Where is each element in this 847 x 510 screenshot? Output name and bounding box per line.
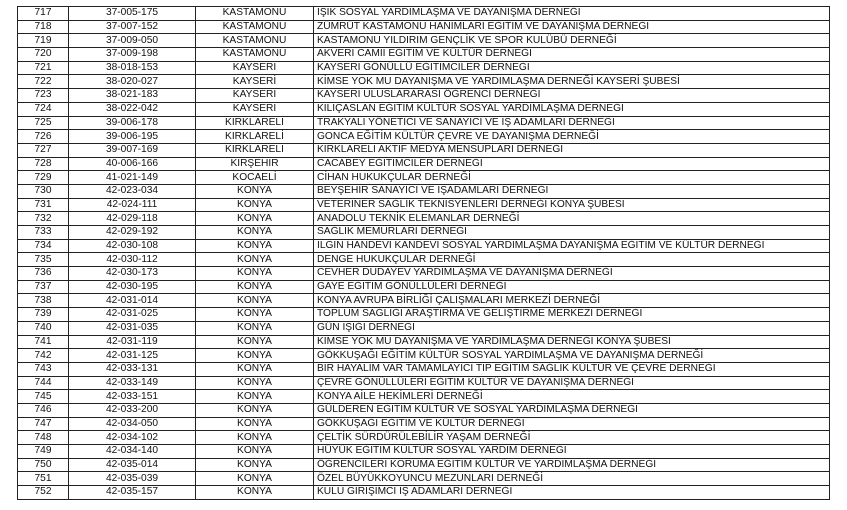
table-row — [18, 7, 830, 21]
city-cell: KASTAMONU — [196, 7, 314, 21]
city-cell: KONYA — [196, 280, 314, 294]
city-cell: KONYA — [196, 349, 314, 363]
row-number-cell: 740 — [18, 321, 69, 335]
table-row — [18, 458, 830, 472]
registry-code-cell: 42-034-140 — [69, 445, 196, 459]
association-name-cell: KULU GİRİŞİMCİ İŞ ADAMLARI DERNEĞİ — [314, 486, 830, 500]
row-number-cell: 748 — [18, 431, 69, 445]
association-name-cell: KASTAMONU YILDIRIM GENÇLİK VE SPOR KULÜBÜ DERNEĞİ — [314, 34, 830, 48]
row-number-cell: 746 — [18, 403, 69, 417]
row-number-cell: 736 — [18, 267, 69, 281]
row-number-cell: 721 — [18, 61, 69, 75]
row-number-cell: 750 — [18, 458, 69, 472]
registry-code-cell: 41-021-149 — [69, 171, 196, 185]
table-row — [18, 171, 830, 185]
city-cell: KAYSERİ — [196, 102, 314, 116]
association-name-cell: IŞIK SOSYAL YARDIMLAŞMA VE DAYANIŞMA DERNEĞİ — [314, 7, 830, 21]
registry-code-cell: 38-020-027 — [69, 75, 196, 89]
city-cell: KIRŞEHİR — [196, 157, 314, 171]
registry-code-cell: 37-007-152 — [69, 20, 196, 34]
table-row — [18, 34, 830, 48]
table-row — [18, 75, 830, 89]
table-row — [18, 390, 830, 404]
registry-code-cell: 38-018-153 — [69, 61, 196, 75]
table-row — [18, 417, 830, 431]
city-cell: KONYA — [196, 376, 314, 390]
city-cell: KONYA — [196, 486, 314, 500]
association-name-cell: KIRKLARELİ AKTİF MEDYA MENSUPLARI DERNEĞİ — [314, 143, 830, 157]
city-cell: KONYA — [196, 226, 314, 240]
table-row — [18, 226, 830, 240]
association-name-cell: ANADOLU TEKNİK ELEMANLAR DERNEĞİ — [314, 212, 830, 226]
registry-code-cell: 42-034-102 — [69, 431, 196, 445]
row-number-cell: 737 — [18, 280, 69, 294]
registry-code-cell: 42-031-025 — [69, 308, 196, 322]
table-row — [18, 472, 830, 486]
registry-code-cell: 42-031-014 — [69, 294, 196, 308]
row-number-cell: 717 — [18, 7, 69, 21]
table-row — [18, 280, 830, 294]
registry-code-cell: 42-033-131 — [69, 362, 196, 376]
row-number-cell: 731 — [18, 198, 69, 212]
registry-code-cell: 39-006-195 — [69, 130, 196, 144]
city-cell: KASTAMONU — [196, 34, 314, 48]
city-cell: KONYA — [196, 184, 314, 198]
registry-code-cell: 42-031-125 — [69, 349, 196, 363]
city-cell: KASTAMONU — [196, 20, 314, 34]
row-number-cell: 749 — [18, 445, 69, 459]
city-cell: KONYA — [196, 212, 314, 226]
row-number-cell: 727 — [18, 143, 69, 157]
association-name-cell: KİMSE YOK MU DAYANIŞMA VE YARDIMLAŞMA DERNEĞİ KONYA ŞUBESİ — [314, 335, 830, 349]
association-name-cell: GÜN IŞIĞI DERNEĞİ — [314, 321, 830, 335]
row-number-cell: 738 — [18, 294, 69, 308]
association-name-cell: KONYA AİLE HEKİMLERİ DERNEĞİ — [314, 390, 830, 404]
association-name-cell: GÖKKUŞAĞI EĞİTİM KÜLTÜR SOSYAL YARDIMLAŞMA VE DAYANIŞMA DERNEĞİ — [314, 349, 830, 363]
table-row — [18, 184, 830, 198]
city-cell: KONYA — [196, 445, 314, 459]
association-name-cell: CEVHER DUDAYEV YARDIMLAŞMA VE DAYANIŞMA DERNEĞİ — [314, 267, 830, 281]
city-cell: KONYA — [196, 403, 314, 417]
row-number-cell: 718 — [18, 20, 69, 34]
association-name-cell: KİMSE YOK MU DAYANIŞMA VE YARDIMLAŞMA DERNEĞİ KAYSERİ ŞUBESİ — [314, 75, 830, 89]
city-cell: KONYA — [196, 417, 314, 431]
row-number-cell: 722 — [18, 75, 69, 89]
row-number-cell: 734 — [18, 239, 69, 253]
city-cell: KAYSERİ — [196, 89, 314, 103]
row-number-cell: 752 — [18, 486, 69, 500]
registry-code-cell: 37-009-050 — [69, 34, 196, 48]
registry-code-cell: 42-033-151 — [69, 390, 196, 404]
city-cell: KONYA — [196, 308, 314, 322]
row-number-cell: 732 — [18, 212, 69, 226]
table-row — [18, 362, 830, 376]
city-cell: KIRKLARELİ — [196, 130, 314, 144]
association-name-cell: BİR HAYALİM VAR TAMAMLAYICI TIP EĞİTİM SAĞLIK KÜLTÜR VE ÇEVRE DERNEĞİ — [314, 362, 830, 376]
row-number-cell: 725 — [18, 116, 69, 130]
table-row — [18, 349, 830, 363]
table-row — [18, 48, 830, 62]
association-name-cell: KILIÇASLAN EĞİTİM KÜLTÜR SOSYAL YARDIMLAŞMA DERNEĞİ — [314, 102, 830, 116]
row-number-cell: 723 — [18, 89, 69, 103]
registry-code-cell: 42-030-108 — [69, 239, 196, 253]
row-number-cell: 743 — [18, 362, 69, 376]
association-name-cell: ÇELTİK SÜRDÜRÜLEBİLİR YAŞAM DERNEĞİ — [314, 431, 830, 445]
city-cell: KIRKLARELİ — [196, 143, 314, 157]
row-number-cell: 739 — [18, 308, 69, 322]
table-row — [18, 130, 830, 144]
row-number-cell: 745 — [18, 390, 69, 404]
row-number-cell: 744 — [18, 376, 69, 390]
city-cell: KAYSERİ — [196, 61, 314, 75]
city-cell: KONYA — [196, 253, 314, 267]
registry-code-cell: 42-035-039 — [69, 472, 196, 486]
association-name-cell: AKVERİ CAMİİ EĞİTİM VE KÜLTÜR DERNEĞİ — [314, 48, 830, 62]
city-cell: KASTAMONU — [196, 48, 314, 62]
city-cell: KONYA — [196, 362, 314, 376]
association-name-cell: SAĞLIK MEMURLARI DERNEĞİ — [314, 226, 830, 240]
table-row — [18, 239, 830, 253]
table-row — [18, 61, 830, 75]
city-cell: KONYA — [196, 390, 314, 404]
table-row — [18, 89, 830, 103]
row-number-cell: 751 — [18, 472, 69, 486]
table-row — [18, 431, 830, 445]
association-name-cell: ÖĞRENCİLERİ KORUMA EĞİTİM KÜLTÜR VE YARDIMLAŞMA DERNEĞİ — [314, 458, 830, 472]
registry-code-cell: 42-030-173 — [69, 267, 196, 281]
registry-code-cell: 42-029-118 — [69, 212, 196, 226]
city-cell: KAYSERİ — [196, 75, 314, 89]
table-row — [18, 198, 830, 212]
association-name-cell: CACABEY EĞİTİMCİLER DERNEĞİ — [314, 157, 830, 171]
registry-code-cell: 42-023-034 — [69, 184, 196, 198]
association-name-cell: ZÜMRÜT KASTAMONU HANIMLARI EĞİTİM VE DAYANIŞMA DERNEĞİ — [314, 20, 830, 34]
association-name-cell: VETERİNER SAĞLIK TEKNİSYENLERİ DERNEĞİ KONYA ŞUBESİ — [314, 198, 830, 212]
table-row — [18, 308, 830, 322]
table-row — [18, 267, 830, 281]
registry-code-cell: 42-033-200 — [69, 403, 196, 417]
table-row — [18, 157, 830, 171]
row-number-cell: 730 — [18, 184, 69, 198]
association-name-cell: ÇEVRE GÖNÜLLÜLERİ EĞİTİM KÜLTÜR VE DAYANIŞMA DERNEĞİ — [314, 376, 830, 390]
association-name-cell: HÜYÜK EĞİTİM KÜLTÜR SOSYAL YARDIM DERNEĞİ — [314, 445, 830, 459]
association-name-cell: KAYSERİ ULUSLARARASI ÖĞRENCİ DERNEĞİ — [314, 89, 830, 103]
city-cell: KIRKLARELİ — [196, 116, 314, 130]
table-row — [18, 376, 830, 390]
row-number-cell: 742 — [18, 349, 69, 363]
city-cell: KONYA — [196, 431, 314, 445]
row-number-cell: 720 — [18, 48, 69, 62]
association-name-cell: GÖKKUŞAĞI EĞİTİM VE KÜLTÜR DERNEĞİ — [314, 417, 830, 431]
registry-code-cell: 39-006-178 — [69, 116, 196, 130]
association-name-cell: ÖZEL BÜYÜKKOYUNCU MEZUNLARI DERNEĞİ — [314, 472, 830, 486]
association-name-cell: TRAKYALI YÖNETİCİ VE SANAYİCİ VE İŞ ADAMLARI DERNEĞİ — [314, 116, 830, 130]
association-name-cell: CİHAN HUKUKÇULAR DERNEĞİ — [314, 171, 830, 185]
registry-code-cell: 37-005-175 — [69, 7, 196, 21]
registry-code-cell: 42-035-157 — [69, 486, 196, 500]
city-cell: KONYA — [196, 321, 314, 335]
city-cell: KONYA — [196, 198, 314, 212]
table-row — [18, 445, 830, 459]
table-body — [18, 7, 830, 500]
row-number-cell: 728 — [18, 157, 69, 171]
association-name-cell: ILGIN HANDEVİ KANDEVİ SOSYAL YARDIMLAŞMA DAYANIŞMA EĞİTİM VE KÜLTÜR DERNEĞİ — [314, 239, 830, 253]
registry-code-cell: 39-007-169 — [69, 143, 196, 157]
association-name-cell: DENGE HUKUKÇULAR DERNEĞİ — [314, 253, 830, 267]
table-row — [18, 294, 830, 308]
table-row — [18, 253, 830, 267]
table-row — [18, 335, 830, 349]
city-cell: KONYA — [196, 458, 314, 472]
registry-code-cell: 42-031-035 — [69, 321, 196, 335]
association-name-cell: KONYA AVRUPA BİRLİĞİ ÇALIŞMALARI MERKEZİ DERNEĞİ — [314, 294, 830, 308]
row-number-cell: 741 — [18, 335, 69, 349]
city-cell: KONYA — [196, 239, 314, 253]
registry-code-cell: 37-009-198 — [69, 48, 196, 62]
registry-code-cell: 42-035-014 — [69, 458, 196, 472]
association-name-cell: GONCA EĞİTİM KÜLTÜR ÇEVRE VE DAYANIŞMA DERNEĞİ — [314, 130, 830, 144]
registry-code-cell: 42-034-050 — [69, 417, 196, 431]
association-name-cell: BEYŞEHİR SANAYİCİ VE İŞADAMLARI DERNEĞİ — [314, 184, 830, 198]
association-name-cell: TOPLUM SAĞLIĞI ARAŞTIRMA VE GELİŞTİRME MERKEZİ DERNEĞİ — [314, 308, 830, 322]
table-row — [18, 116, 830, 130]
city-cell: KONYA — [196, 294, 314, 308]
associations-table — [17, 6, 830, 500]
city-cell: KONYA — [196, 472, 314, 486]
table-row — [18, 20, 830, 34]
table-row — [18, 403, 830, 417]
row-number-cell: 719 — [18, 34, 69, 48]
registry-code-cell: 42-031-119 — [69, 335, 196, 349]
row-number-cell: 733 — [18, 226, 69, 240]
registry-code-cell: 38-021-183 — [69, 89, 196, 103]
row-number-cell: 724 — [18, 102, 69, 116]
registry-code-cell: 42-030-112 — [69, 253, 196, 267]
row-number-cell: 735 — [18, 253, 69, 267]
city-cell: KONYA — [196, 267, 314, 281]
table-row — [18, 321, 830, 335]
registry-code-cell: 40-006-166 — [69, 157, 196, 171]
table-row — [18, 486, 830, 500]
registry-code-cell: 42-029-192 — [69, 226, 196, 240]
table-row — [18, 102, 830, 116]
table-row — [18, 143, 830, 157]
city-cell: KONYA — [196, 335, 314, 349]
table-row — [18, 212, 830, 226]
row-number-cell: 726 — [18, 130, 69, 144]
registry-code-cell: 38-022-042 — [69, 102, 196, 116]
registry-code-cell: 42-024-111 — [69, 198, 196, 212]
row-number-cell: 747 — [18, 417, 69, 431]
registry-code-cell: 42-033-149 — [69, 376, 196, 390]
association-name-cell: GAYE EĞİTİM GÖNÜLLÜLERİ DERNEĞİ — [314, 280, 830, 294]
row-number-cell: 729 — [18, 171, 69, 185]
registry-code-cell: 42-030-195 — [69, 280, 196, 294]
association-name-cell: KAYSERİ GÖNÜLLÜ EĞİTİMCİLER DERNEĞİ — [314, 61, 830, 75]
city-cell: KOCAELİ — [196, 171, 314, 185]
association-name-cell: GÜLDEREN EĞİTİM KÜLTÜR VE SOSYAL YARDIMLAŞMA DERNEĞİ — [314, 403, 830, 417]
